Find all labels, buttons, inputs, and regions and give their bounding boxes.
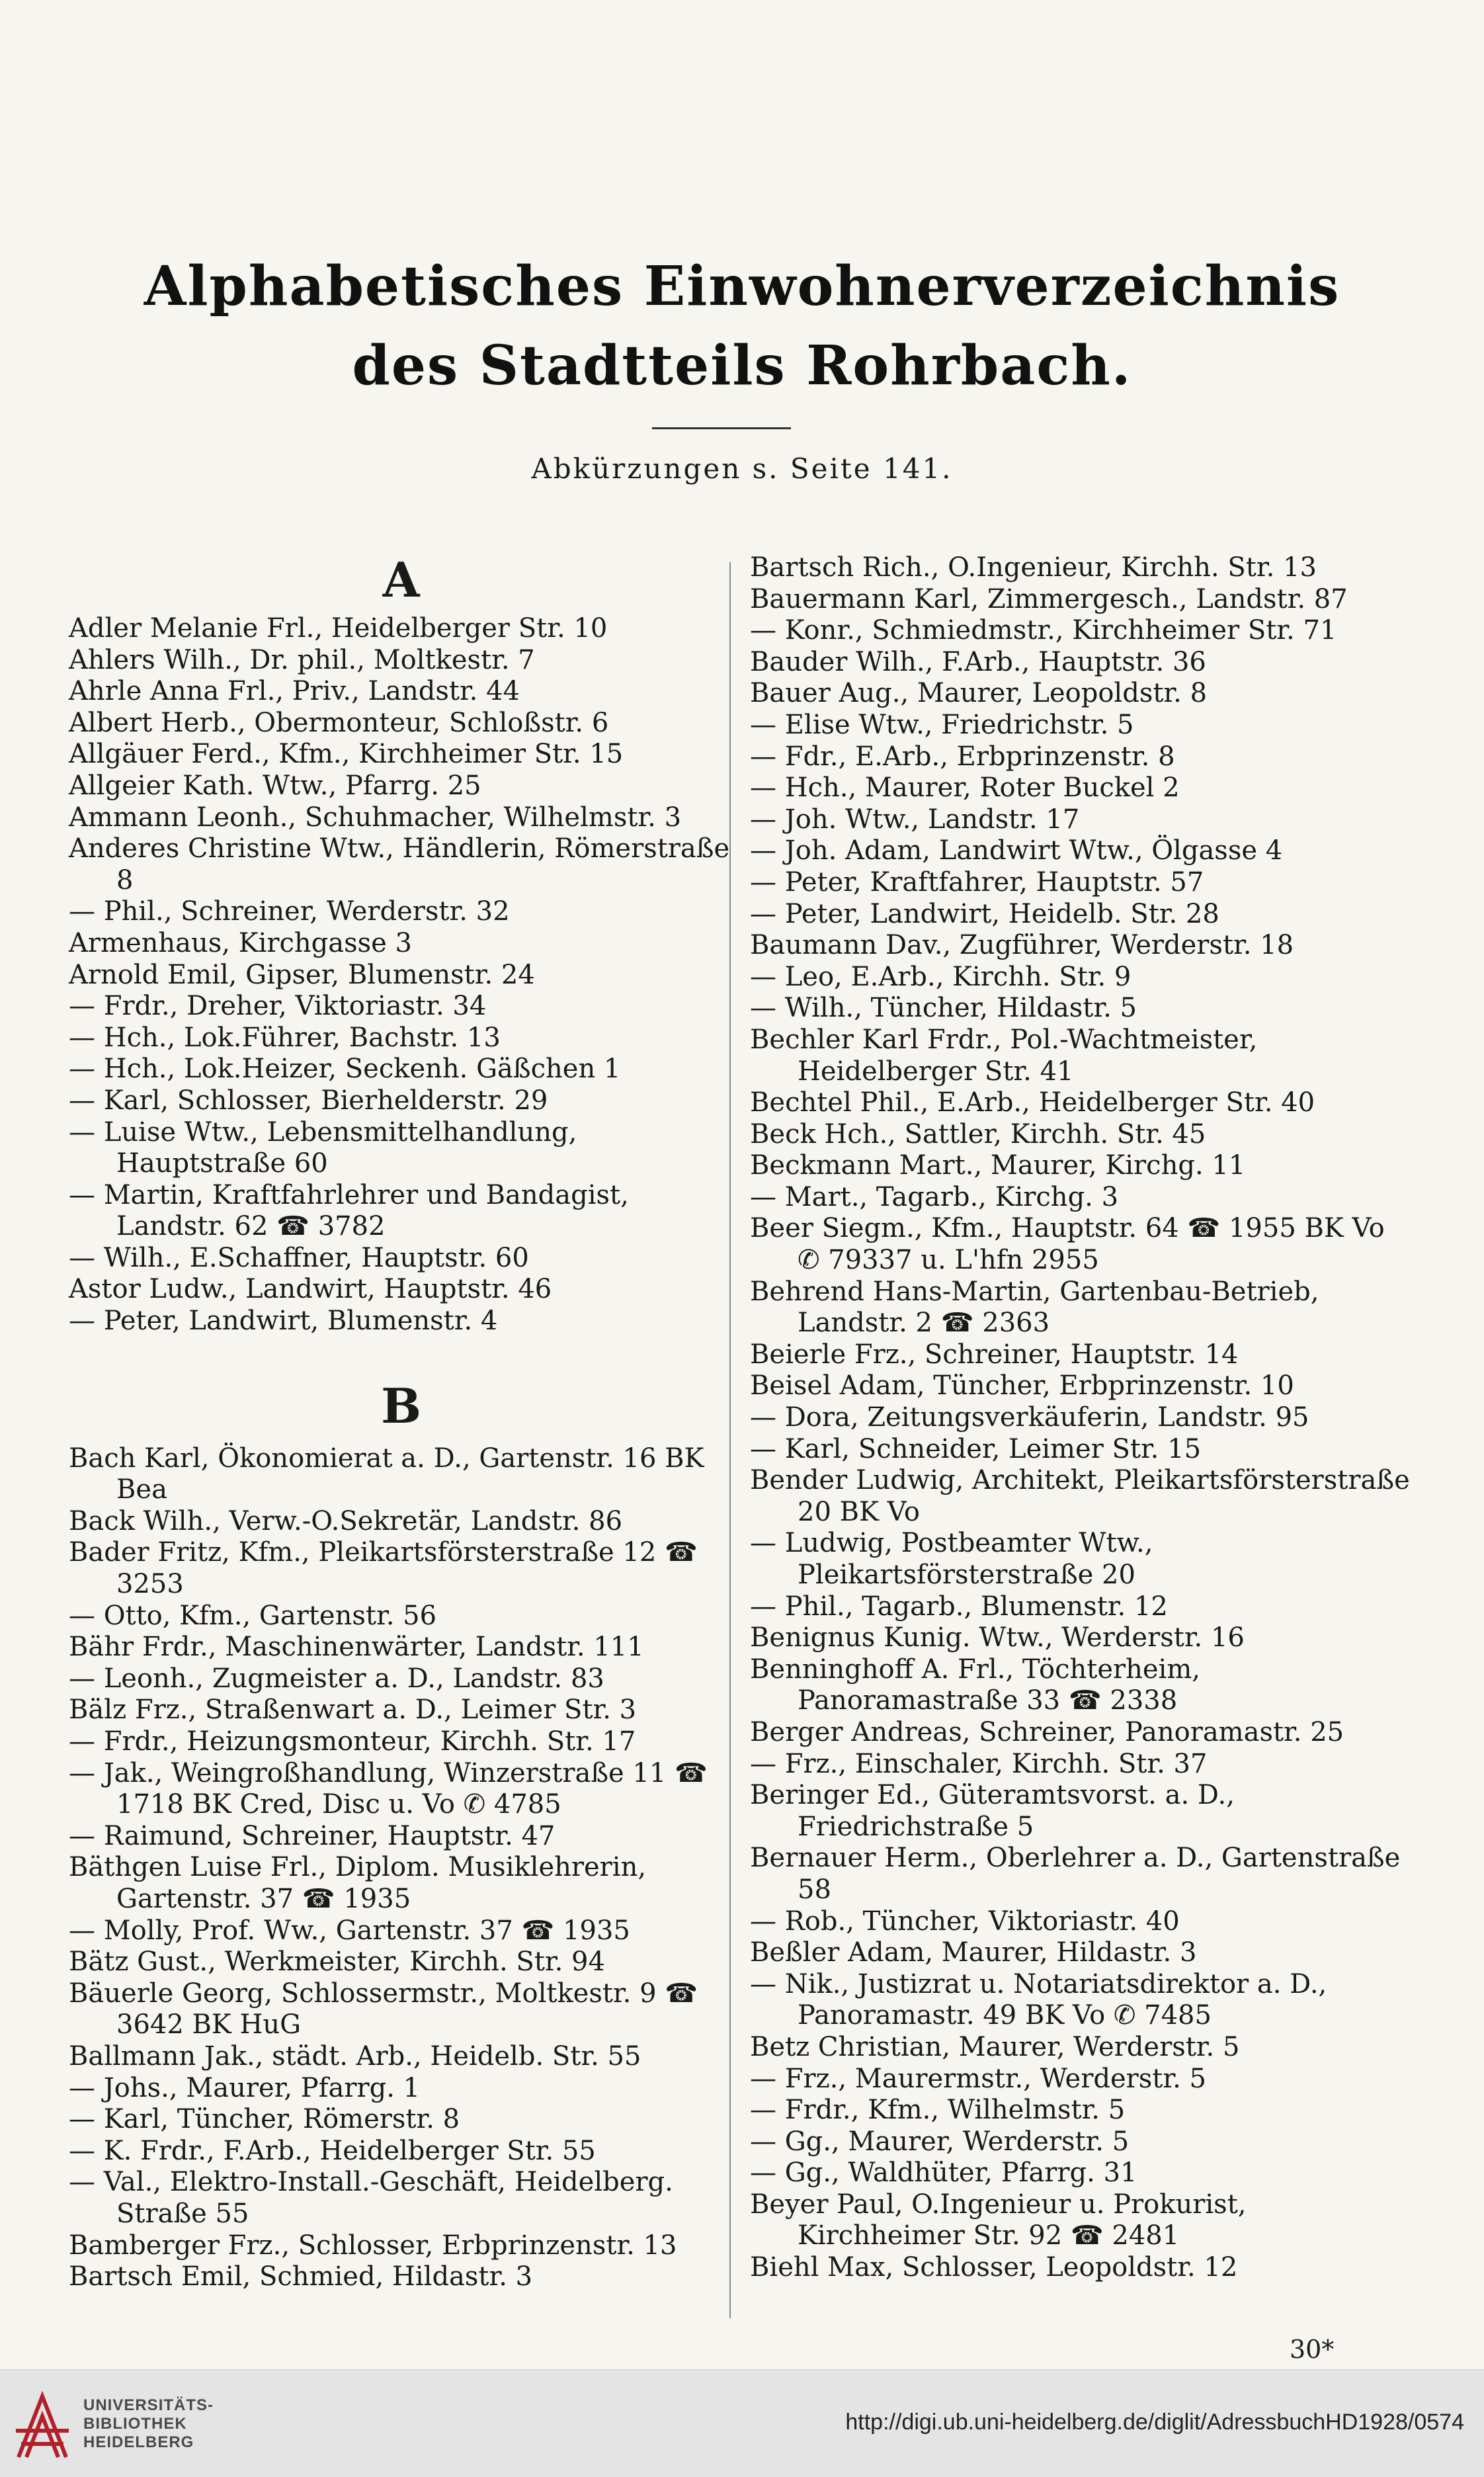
- directory-entry: — Nik., Justizrat u. Notariatsdirektor a. D., Panoramastr. 49 BK Vo ✆ 7485: [750, 1968, 1327, 2031]
- directory-entry: — Wilh., E.Schaffner, Hauptstr. 60: [69, 1242, 529, 1273]
- directory-entry: Benninghoff A. Frl., Töchterheim, Panoramastraße 33 ☎ 2338: [750, 1654, 1200, 1716]
- directory-entry: Bechler Karl Frdr., Pol.-Wachtmeister, Heidelberger Str. 41: [750, 1024, 1258, 1087]
- directory-entry: Anderes Christine Wtw., Händlerin, Römerstraße 8: [69, 833, 730, 896]
- directory-entry: — Wilh., Tüncher, Hildastr. 5: [750, 993, 1137, 1024]
- directory-entry: Behrend Hans-Martin, Gartenbau-Betrieb, Landstr. 2 ☎ 2363: [750, 1276, 1319, 1339]
- directory-entry: Bartsch Emil, Schmied, Hildastr. 3: [69, 2261, 533, 2292]
- directory-entry: — K. Frdr., F.Arb., Heidelberger Str. 55: [69, 2135, 596, 2166]
- directory-entry: — Frdr., Heizungsmonteur, Kirchh. Str. 17: [69, 1726, 636, 1757]
- column-divider: [729, 562, 731, 2318]
- directory-entry: — Luise Wtw., Lebensmittelhandlung, Hauptstraße 60: [69, 1116, 577, 1179]
- directory-entry: — Konr., Schmiedmstr., Kirchheimer Str. 71: [750, 615, 1337, 646]
- directory-entry: — Val., Elektro-Install.-Geschäft, Heidelberg. Straße 55: [69, 2167, 673, 2229]
- directory-entry: — Joh. Wtw., Landstr. 17: [750, 804, 1080, 835]
- left-column: [69, 552, 733, 2293]
- directory-entry: — Fdr., E.Arb., Erbprinzenstr. 8: [750, 741, 1175, 772]
- university-library-logo-icon: [13, 2384, 71, 2462]
- right-column: [750, 552, 1415, 2284]
- directory-entry: — Leonh., Zugmeister a. D., Landstr. 83: [69, 1663, 604, 1694]
- directory-entry: Beyer Paul, O.Ingenieur u. Prokurist, Kirchheimer Str. 92 ☎ 2481: [750, 2189, 1247, 2251]
- logo-line2: BIBLIOTHEK: [83, 2415, 187, 2433]
- directory-entry: — Karl, Schneider, Leimer Str. 15: [750, 1433, 1202, 1464]
- directory-entry: Betz Christian, Maurer, Werderstr. 5: [750, 2031, 1240, 2062]
- directory-entry: — Karl, Tüncher, Römerstr. 8: [69, 2104, 460, 2135]
- directory-entry: Beckmann Mart., Maurer, Kirchg. 11: [750, 1150, 1246, 1181]
- directory-entry: Ammann Leonh., Schuhmacher, Wilhelmstr. 3: [69, 802, 682, 833]
- directory-entry: Beierle Frz., Schreiner, Hauptstr. 14: [750, 1339, 1239, 1370]
- directory-entry: — Johs., Maurer, Pfarrg. 1: [69, 2072, 421, 2103]
- page-number: 30*: [1290, 2335, 1335, 2364]
- directory-entry: Bender Ludwig, Architekt, Pleikartsförsterstraße 20 BK Vo: [750, 1465, 1410, 1527]
- directory-entry: — Gg., Maurer, Werderstr. 5: [750, 2126, 1130, 2157]
- directory-entry: Bartsch Rich., O.Ingenieur, Kirchh. Str. 13: [750, 552, 1317, 583]
- directory-entry: — Phil., Schreiner, Werderstr. 32: [69, 896, 510, 927]
- directory-entry: — Ludwig, Postbeamter Wtw., Pleikartsförsterstraße 20: [750, 1528, 1153, 1590]
- directory-entry: Benignus Kunig. Wtw., Werderstr. 16: [750, 1622, 1245, 1654]
- directory-entry: — Jak., Weingroßhandlung, Winzerstraße 11 ☎ 1718 BK Cred, Disc u. Vo ✆ 4785: [69, 1757, 708, 1820]
- directory-entry: — Frdr., Dreher, Viktoriastr. 34: [69, 991, 487, 1022]
- abbreviations-note: Abkürzungen s. Seite 141.: [531, 452, 953, 485]
- directory-entry: — Hch., Lok.Heizer, Seckenh. Gäßchen 1: [69, 1054, 621, 1085]
- directory-entry: — Joh. Adam, Landwirt Wtw., Ölgasse 4: [750, 835, 1283, 866]
- directory-entry: — Karl, Schlosser, Bierhelderstr. 29: [69, 1085, 548, 1116]
- directory-entry: — Hch., Lok.Führer, Bachstr. 13: [69, 1022, 501, 1053]
- section-letter-b: B: [381, 1377, 421, 1434]
- directory-entry: — Raimund, Schreiner, Hauptstr. 47: [69, 1820, 556, 1851]
- page-title-line1: Alphabetisches Einwohnerverzeichnis: [144, 255, 1340, 318]
- directory-entry: Bauer Aug., Maurer, Leopoldstr. 8: [750, 678, 1208, 709]
- page-title-line2: des Stadtteils Rohrbach.: [352, 334, 1132, 398]
- directory-entry: — Martin, Kraftfahrlehrer und Bandagist, Landstr. 62 ☎ 3782: [69, 1179, 629, 1242]
- directory-entry: — Hch., Maurer, Roter Buckel 2: [750, 773, 1180, 804]
- directory-entry: — Frz., Einschaler, Kirchh. Str. 37: [750, 1748, 1208, 1779]
- directory-entry: — Otto, Kfm., Gartenstr. 56: [69, 1600, 437, 1631]
- directory-entry: Astor Ludw., Landwirt, Hauptstr. 46: [69, 1274, 552, 1305]
- directory-entry: Bechtel Phil., E.Arb., Heidelberger Str. 40: [750, 1087, 1315, 1118]
- section-letter-a: A: [382, 552, 420, 608]
- directory-entry: — Peter, Kraftfahrer, Hauptstr. 57: [750, 866, 1204, 898]
- directory-entry: — Elise Wtw., Friedrichstr. 5: [750, 709, 1134, 740]
- directory-entry: — Dora, Zeitungsverkäuferin, Landstr. 95: [750, 1402, 1309, 1433]
- directory-entry: Armenhaus, Kirchgasse 3: [69, 927, 413, 958]
- directory-entry: — Gg., Waldhüter, Pfarrg. 31: [750, 2158, 1137, 2189]
- directory-entry: Bamberger Frz., Schlosser, Erbprinzenstr. 13: [69, 2230, 677, 2261]
- library-name: [83, 2396, 214, 2452]
- directory-entry: Beck Hch., Sattler, Kirchh. Str. 45: [750, 1118, 1206, 1150]
- directory-entry: Bähr Frdr., Maschinenwärter, Landstr. 111: [69, 1632, 644, 1663]
- directory-entry: Bauder Wilh., F.Arb., Hauptstr. 36: [750, 646, 1206, 677]
- directory-entry: — Phil., Tagarb., Blumenstr. 12: [750, 1591, 1168, 1622]
- directory-entry: Bälz Frz., Straßenwart a. D., Leimer Str. 3: [69, 1695, 637, 1726]
- directory-entry: — Peter, Landwirt, Heidelb. Str. 28: [750, 898, 1219, 929]
- directory-entry: — Leo, E.Arb., Kirchh. Str. 9: [750, 961, 1132, 992]
- title-rule: [652, 427, 791, 429]
- logo-line1: UNIVERSITÄTS-: [83, 2396, 214, 2414]
- source-url-link[interactable]: http://digi.ub.uni-heidelberg.de/diglit/AdressbuchHD1928/0574: [845, 2410, 1464, 2435]
- directory-entry: Bach Karl, Ökonomierat a. D., Gartenstr. 16 BK Bea: [69, 1443, 704, 1505]
- directory-entry: Beisel Adam, Tüncher, Erbprinzenstr. 10: [750, 1370, 1294, 1402]
- directory-entry: Berger Andreas, Schreiner, Panoramastr. 25: [750, 1716, 1344, 1747]
- directory-entry: Bauermann Karl, Zimmergesch., Landstr. 87: [750, 583, 1348, 614]
- directory-entry: Bäuerle Georg, Schlossermstr., Moltkestr. 9 ☎ 3642 BK HuG: [69, 1978, 698, 2040]
- directory-entry: Bernauer Herm., Oberlehrer a. D., Gartenstraße 58: [750, 1843, 1401, 1905]
- directory-entry: — Rob., Tüncher, Viktoriastr. 40: [750, 1906, 1180, 1937]
- directory-entry: Beßler Adam, Maurer, Hildastr. 3: [750, 1937, 1197, 1968]
- directory-entry: Biehl Max, Schlosser, Leopoldstr. 12: [750, 2252, 1238, 2283]
- directory-entry: — Peter, Landwirt, Blumenstr. 4: [69, 1306, 498, 1337]
- logo-line3: HEIDELBERG: [83, 2433, 194, 2451]
- directory-entry: Arnold Emil, Gipser, Blumenstr. 24: [69, 959, 535, 990]
- directory-entry: Ahlers Wilh., Dr. phil., Moltkestr. 7: [69, 644, 535, 675]
- entries-b-right: [750, 552, 1415, 2284]
- directory-entry: Bätz Gust., Werkmeister, Kirchh. Str. 94: [69, 1947, 605, 1978]
- directory-entry: Back Wilh., Verw.-O.Sekretär, Landstr. 86: [69, 1505, 623, 1536]
- directory-entry: Bader Fritz, Kfm., Pleikartsförsterstraße 12 ☎ 3253: [69, 1537, 698, 1600]
- directory-entry: — Molly, Prof. Ww., Gartenstr. 37 ☎ 1935: [69, 1915, 630, 1946]
- directory-entry: — Mart., Tagarb., Kirchg. 3: [750, 1181, 1119, 1212]
- directory-entry: Ballmann Jak., städt. Arb., Heidelb. Str. 55: [69, 2040, 641, 2072]
- directory-entry: — Frz., Maurermstr., Werderstr. 5: [750, 2063, 1206, 2094]
- directory-entry: Beer Siegm., Kfm., Hauptstr. 64 ☎ 1955 BK Vo ✆ 79337 u. L'hfn 2955: [750, 1213, 1385, 1276]
- directory-entry: Baumann Dav., Zugführer, Werderstr. 18: [750, 930, 1294, 961]
- directory-entry: Ahrle Anna Frl., Priv., Landstr. 44: [69, 676, 520, 707]
- directory-entry: Beringer Ed., Güteramtsvorst. a. D., Friedrichstraße 5: [750, 1780, 1235, 1842]
- directory-entry: Adler Melanie Frl., Heidelberger Str. 10: [69, 613, 608, 644]
- directory-entry: — Frdr., Kfm., Wilhelmstr. 5: [750, 2095, 1126, 2126]
- entries-b-left: [69, 1443, 733, 2293]
- directory-entry: Allgeier Kath. Wtw., Pfarrg. 25: [69, 770, 481, 801]
- directory-entry: Allgäuer Ferd., Kfm., Kirchheimer Str. 15: [69, 739, 624, 770]
- footer-bar: [0, 2369, 1484, 2477]
- entries-a: [69, 613, 733, 1337]
- directory-entry: Bäthgen Luise Frl., Diplom. Musiklehrerin, Gartenstr. 37 ☎ 1935: [69, 1852, 647, 1914]
- directory-entry: Albert Herb., Obermonteur, Schloßstr. 6: [69, 707, 609, 738]
